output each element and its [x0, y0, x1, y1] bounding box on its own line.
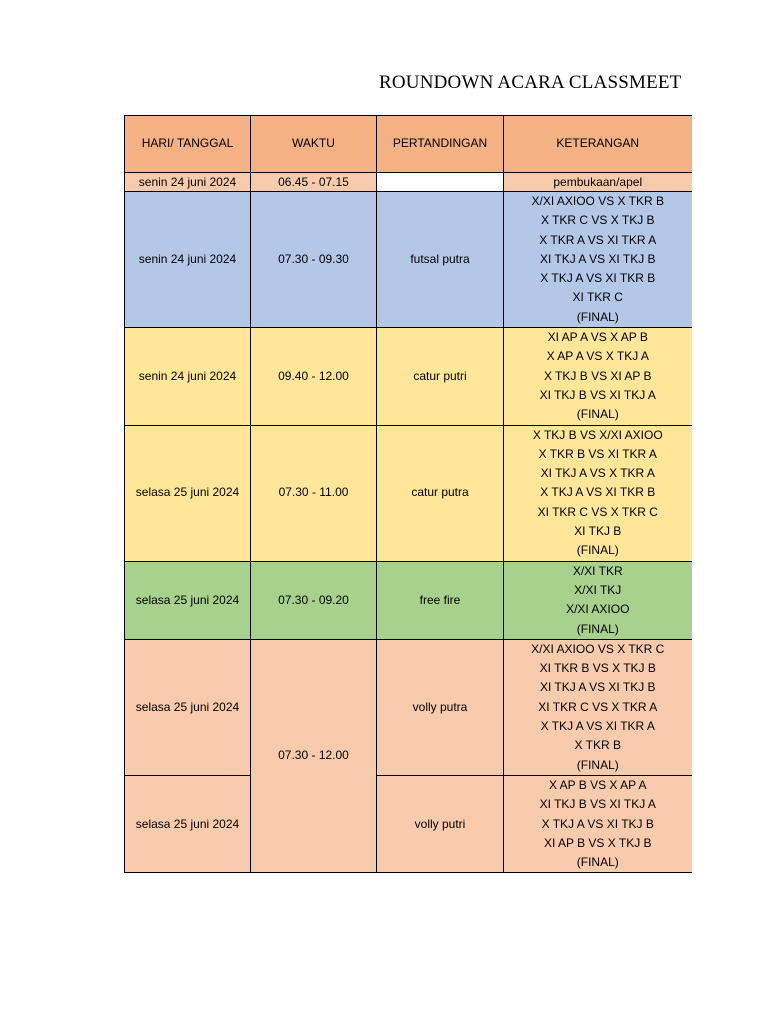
note-line: X AP A VS X TKJ A: [546, 349, 649, 364]
table-row: [125, 561, 692, 639]
table-row: [125, 775, 692, 872]
note-line: X TKJ B VS X/XI AXIOO: [532, 427, 663, 442]
match-cell: catur putra: [377, 425, 504, 561]
note-line: XI AP B VS X TKJ B: [543, 835, 652, 850]
match-cell: catur putri: [377, 328, 504, 425]
note-line: XI TKJ A VS X TKR A: [540, 466, 655, 481]
note-cell: [504, 192, 692, 328]
match-cell: [377, 173, 504, 192]
note-cell: [504, 639, 692, 775]
note-line: (FINAL): [576, 757, 619, 772]
note-line: X TKJ A VS XI TKJ B: [541, 816, 654, 831]
note-cell: [504, 425, 692, 561]
match-cell: free fire: [377, 561, 504, 639]
match-cell: volly putri: [377, 775, 504, 872]
time-cell: 09.40 - 12.00: [251, 328, 377, 425]
header-note: KETERANGAN: [504, 116, 692, 173]
note-line: XI TKJ B VS XI TKJ A: [539, 387, 656, 402]
note-line: X TKR B: [574, 738, 621, 753]
note-line: X TKJ B VS XI AP B: [543, 368, 652, 383]
note-cell: pembukaan/apel: [504, 173, 692, 192]
day-cell: selasa 25 juni 2024: [125, 775, 251, 872]
day-cell: senin 24 juni 2024: [125, 192, 251, 328]
match-cell: futsal putra: [377, 192, 504, 328]
note-line: XI TKR B VS X TKJ B: [539, 661, 656, 676]
note-line: X AP B VS X AP A: [548, 777, 647, 792]
table-row: [125, 328, 692, 425]
table-row: [125, 425, 692, 561]
day-cell: senin 24 juni 2024: [125, 328, 251, 425]
note-line: (FINAL): [576, 621, 619, 636]
table-header-row: [125, 116, 692, 173]
note-line: X/XI TKJ: [574, 582, 622, 597]
day-cell: selasa 25 juni 2024: [125, 561, 251, 639]
table-row: [125, 192, 692, 328]
day-cell: selasa 25 juni 2024: [125, 425, 251, 561]
day-cell: selasa 25 juni 2024: [125, 639, 251, 775]
note-line: X/XI AXIOO: [566, 602, 630, 617]
note-line: X/XI AXIOO VS X TKR C: [531, 641, 665, 656]
header-match: PERTANDINGAN: [377, 116, 504, 173]
match-cell: volly putra: [377, 639, 504, 775]
note-cell: [504, 775, 692, 872]
time-cell: 07.30 - 09.20: [251, 561, 377, 639]
time-cell: 06.45 - 07.15: [251, 173, 377, 192]
table-row-opening: [125, 173, 692, 192]
note-line: XI TKJ A VS XI TKJ B: [539, 680, 656, 695]
note-line: XI TKR C: [572, 290, 623, 305]
note-line: (FINAL): [576, 543, 619, 558]
note-line: X/XI TKR: [572, 563, 623, 578]
note-line: (FINAL): [576, 407, 619, 422]
note-line: X TKJ A VS XI TKR A: [540, 719, 655, 734]
time-cell: 07.30 - 12.00: [251, 639, 377, 873]
header-time: WAKTU: [251, 116, 377, 173]
note-line: XI TKR C VS X TKR C: [537, 504, 658, 519]
note-cell: [504, 328, 692, 425]
note-line: X TKJ A VS XI TKR B: [540, 271, 656, 286]
note-line: XI AP A VS X AP B: [547, 330, 648, 345]
note-line: X TKR B VS XI TKR A: [538, 446, 657, 461]
header-day: HARI/ TANGGAL: [125, 116, 251, 173]
note-line: X TKR A VS XI TKR A: [539, 232, 657, 247]
note-line: (FINAL): [576, 309, 619, 324]
page-title: ROUNDOWN ACARA CLASSMEET: [379, 72, 682, 93]
day-cell: senin 24 juni 2024: [125, 173, 251, 192]
table-row: [125, 639, 692, 775]
note-line: X TKJ A VS XI TKR B: [540, 485, 656, 500]
schedule-table: [124, 115, 692, 873]
note-line: XI TKJ A VS XI TKJ B: [539, 251, 656, 266]
note-line: X/XI AXIOO VS X TKR B: [531, 194, 664, 208]
note-line: XI TKR C VS X TKR A: [538, 699, 658, 714]
note-line: X TKR C VS X TKJ B: [540, 213, 655, 228]
time-cell: 07.30 - 11.00: [251, 425, 377, 561]
note-line: (FINAL): [576, 855, 619, 870]
note-line: XI TKJ B: [574, 524, 622, 539]
note-cell: [504, 561, 692, 639]
time-cell: 07.30 - 09.30: [251, 192, 377, 328]
note-line: XI TKJ B VS XI TKJ A: [539, 797, 656, 812]
